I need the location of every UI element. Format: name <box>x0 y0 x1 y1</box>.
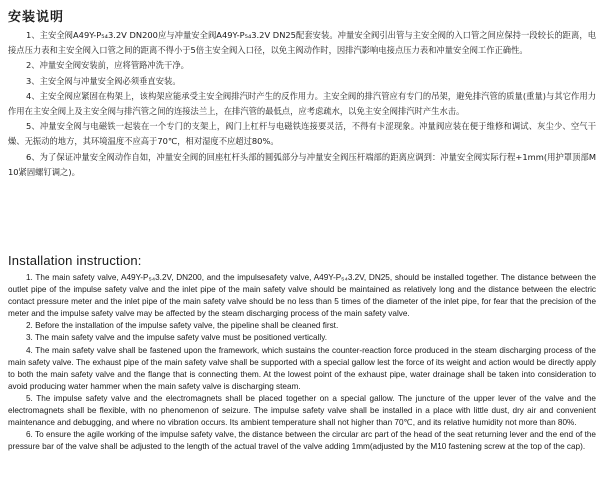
cn-paragraph-3: 3、主安全阀与冲量安全阀必须垂直安装。 <box>26 75 181 86</box>
cn-paragraph-1: 1、主安全阀A49Y-P₅₄3.2V DN200应与冲量安全阀A49Y-P₅₄3.2V DN25配套安装。冲量安全阀引出管与主安全阀的入口管之间应保持一段较长的距离，电接点压力表和主安全阀入口管之间的距离不得小于5倍主安全阀入口径，以免主阀动作时，因排汽影响电接点压力表和冲量安全阀工作正确性。 <box>8 30 596 56</box>
en-paragraph-1: 1. The main safety valve, A49Y-P₅₄3.2V, DN200, and the impulsesafety valve, A49Y-P₅₄3.2V, DN25, should be installed together. The distance between the outlet pipe of the impulse safety valve and the inlet pipe of the main safety valve should be maintained as relatively long and the distance between the electric contact pressure meter and the inlet pipe of the main safety valve should be no less than 5 times of the diameter of the inlet pipe, for fear that the precision of the meter and the impulse safety valve may be affected by the steam discharging process of the main safety valve. <box>8 273 596 319</box>
cn-paragraph-2: 2、冲量安全阀安装前，应将管路冲洗干净。 <box>26 60 189 71</box>
cn-paragraph-6: 6、为了保证冲量安全阀动作自如，冲量安全阀的回座杠杆头部的圆弧部分与冲量安全阀压杆端部的距离应调到：冲量安全阀实际行程+1mm(用护罩顶部M10紧固螺钉调之)。 <box>8 151 596 177</box>
cn-instructions <box>8 28 596 180</box>
en-heading: Installation instruction: <box>8 253 142 268</box>
en-paragraph-6: 6. To ensure the agile working of the impulse safety valve, the distance between the circular arc part of the head of the seat returning lever and the end of the pressure bar of the valve shall be adjusted to the length of the actual travel of the valve adding 1mm(adjusted by the M10 fastening screw at the top of the cap). <box>8 430 596 452</box>
en-paragraph-5: 5. The impulse safety valve and the electromagnets shall be placed together on a special gallow. The juncture of the upper lever of the valve and the electromagnets shall be flexible, with no phenomenon of seizure. The impulse safety valve shall be installed in a place with little dust, dry air and convenient maintenance and debugging, and where no vibration occurs. Its ambient temperature shall not higher than 70℃, and its relative humidity not more than 80%. <box>8 393 596 428</box>
en-instructions <box>8 272 596 453</box>
cn-paragraph-5: 5、冲量安全阀与电磁铁一起装在一个专门的支架上，阀门上杠杆与电磁铁连接要灵活，不得有卡涩现象。冲量阀应装在便于维修和调试、灰尘少、空气干燥、无振动的地方，其环境温度不应高于70℃，相对湿度不应超过80%。 <box>8 121 596 147</box>
en-paragraph-4: 4. The main safety valve shall be fastened upon the framework, which sustains the counter-reaction force produced in the steam discharging process of the main safety valve. The exhaust pipe of the main safety valve shall be supported with a special gallow lest the force of its weight and action would be directly apply to both the main safety valve and the flange that is connecting them. At the lowest point of the exhaust pipe, water drainage shall be taken into consideration to avoid producing water hammer when the main safety valve is discharging steam. <box>8 345 596 391</box>
en-paragraph-3: 3. The main safety valve and the impulse safety valve must be positioned vertically. <box>26 333 327 343</box>
cn-heading: 安装说明 <box>8 10 65 25</box>
cn-paragraph-4: 4、主安全阀应紧固在构架上，该构架应能承受主安全阀排汽时产生的反作用力。主安全阀的排汽管应有专门的吊架，避免排汽管的质量(重量)与其它作用力作用在主安全阀上及主安全阀与排汽管之间的连接法兰上，在排汽管的最低点，应考虑疏水，以免主安全阀排汽时产生水击。 <box>8 90 596 117</box>
en-paragraph-2: 2. Before the installation of the impulse safety valve, the pipeline shall be cleaned first. <box>26 321 339 331</box>
